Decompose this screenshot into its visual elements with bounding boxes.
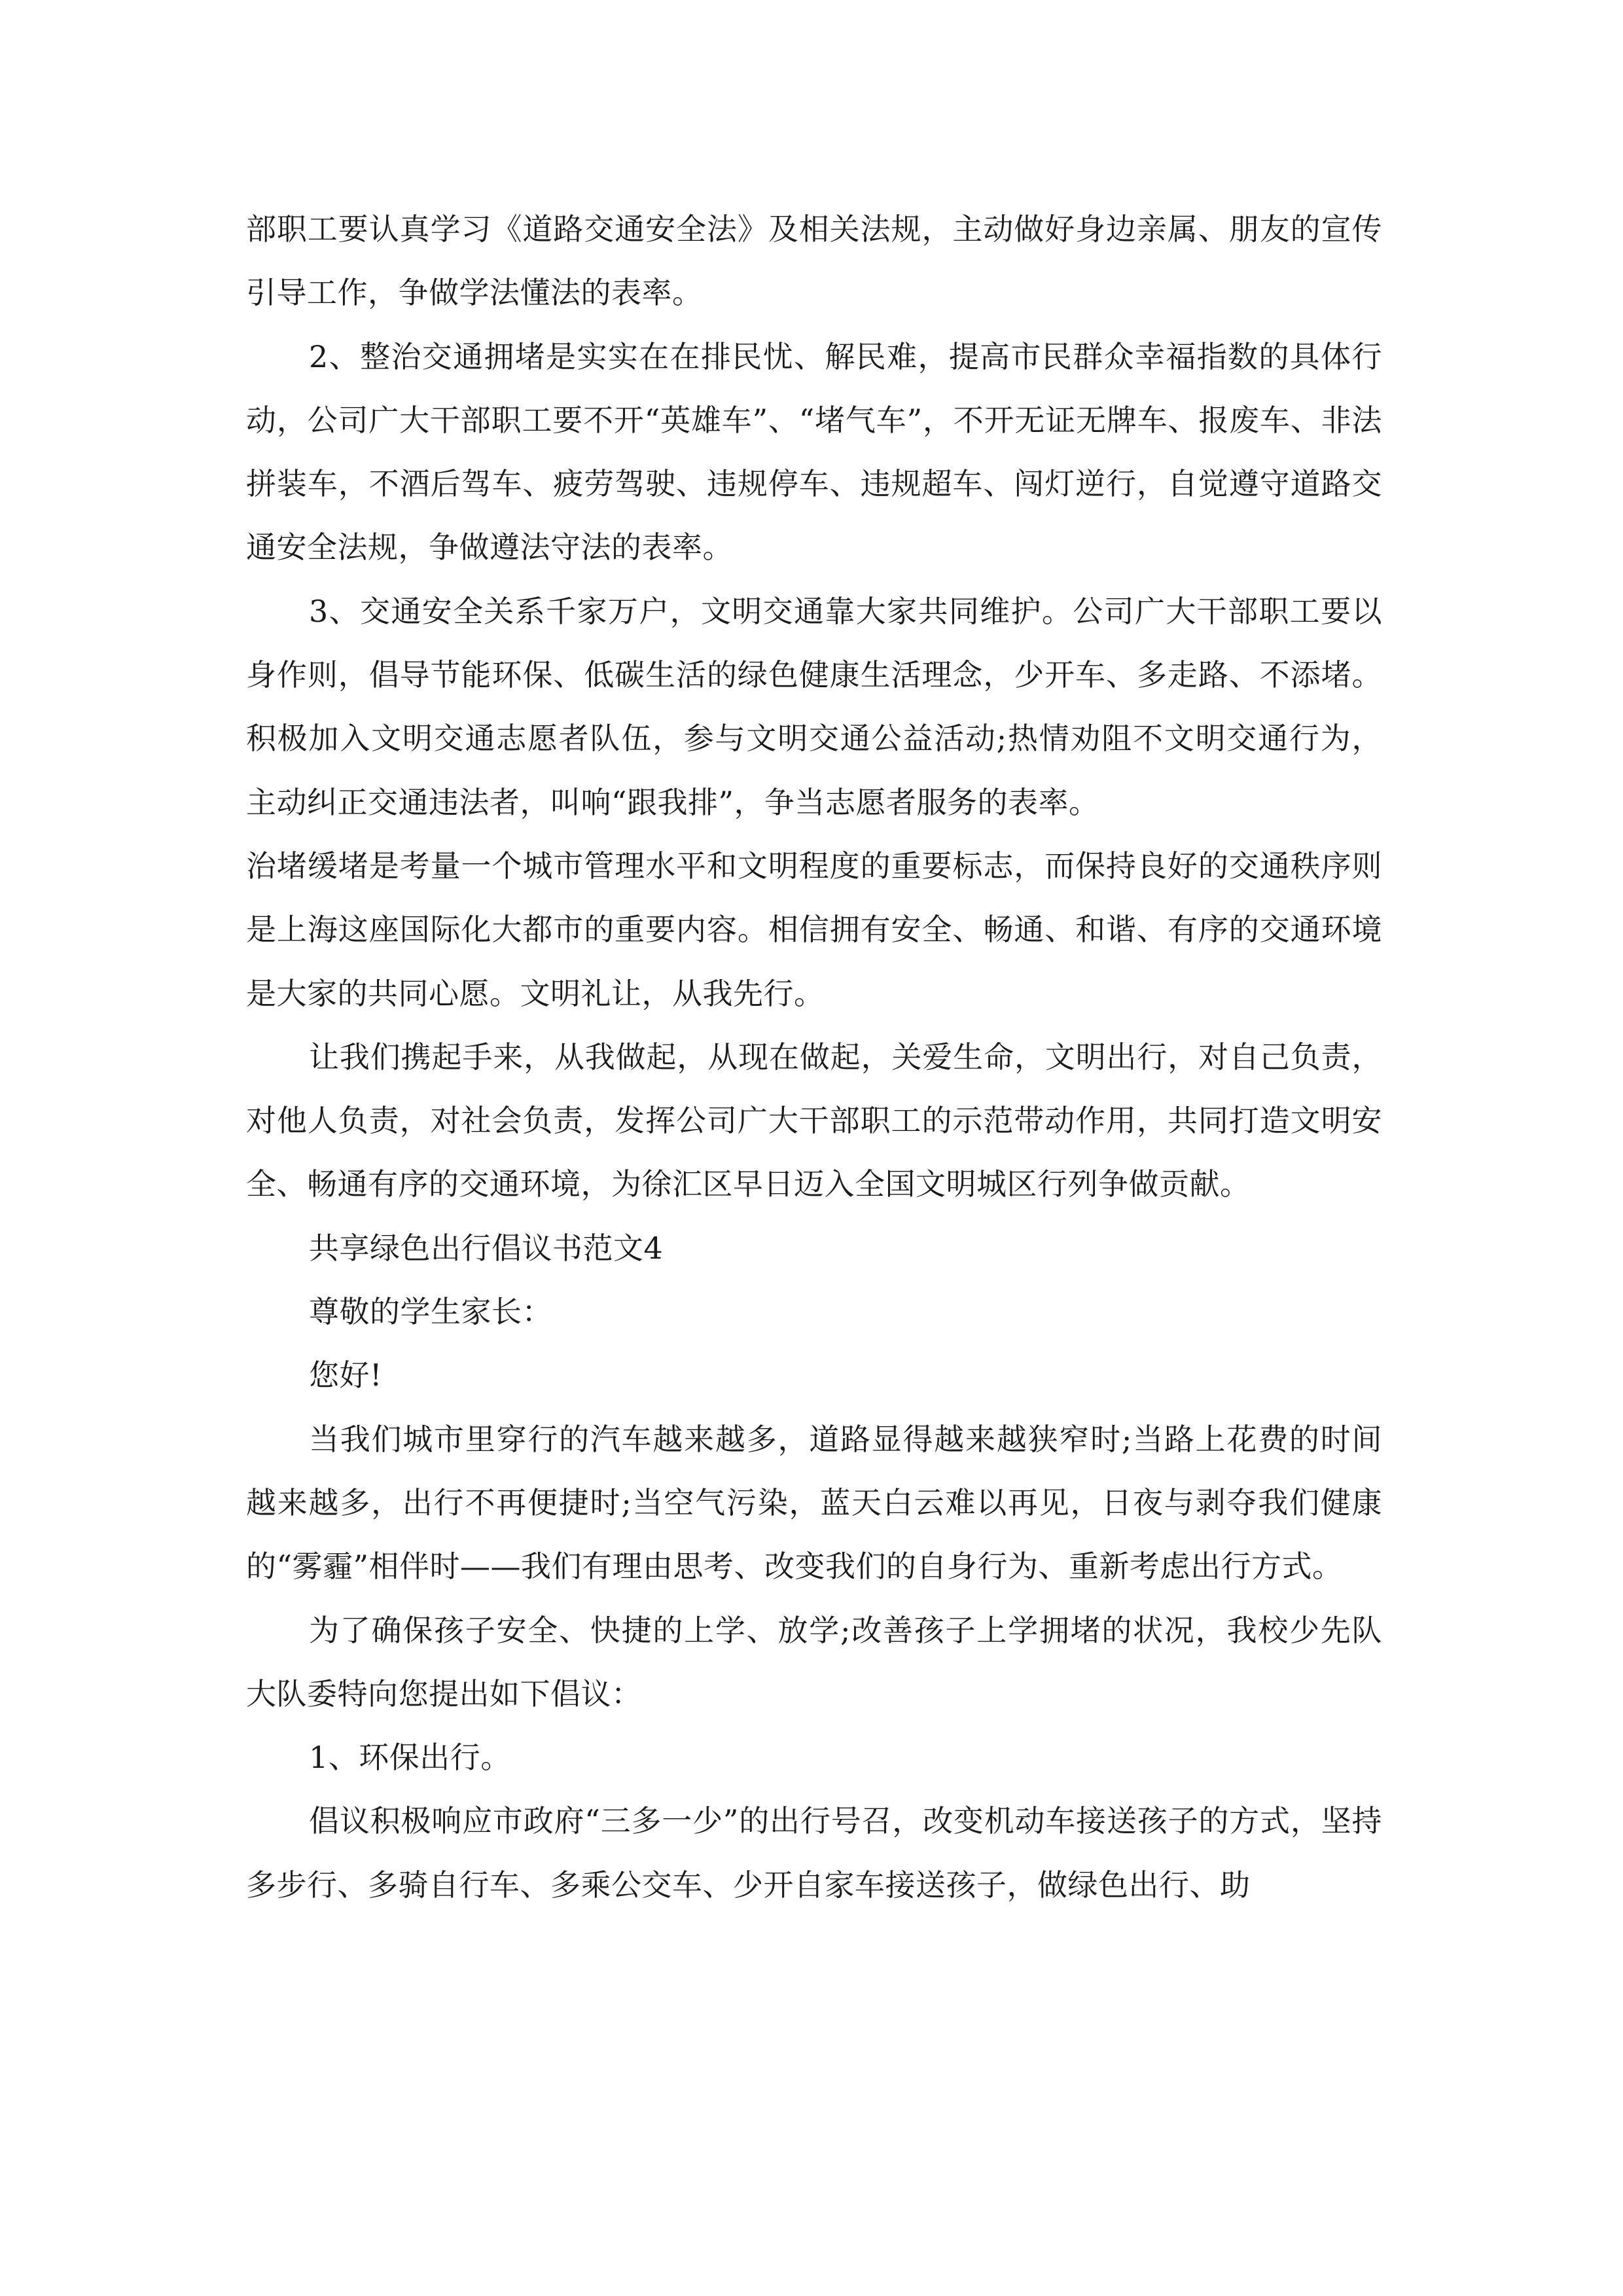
section-heading: 共享绿色出行倡议书范文4 xyxy=(309,1230,664,1266)
list-heading-1: 1、环保出行。 xyxy=(309,1740,511,1776)
paragraph-12: 倡议积极响应市政府“三多一少”的出行号召，改变机动车接送孩子的方式，坚持多步行、多骑自行车、多乘公交车、少开自家车接送孩子，做绿色出行、助 xyxy=(246,1803,1382,1903)
paragraph-2: 2、整治交通拥堵是实实在在排民忧、解民难，提高市民群众幸福指数的具体行动，公司广大干部职工要不开“英雄车”、“堵气车”，不开无证无牌车、报废车、非法拼装车，不酒后驾车、疲劳驾驶、违规停车、违规超车、闯灯逆行，自觉遵守道路交通安全法规，争做遵法守法的表率。 xyxy=(246,338,1382,565)
greeting: 您好! xyxy=(309,1357,382,1393)
paragraph-10: 为了确保孩子安全、快捷的上学、放学;改善孩子上学拥堵的状况，我校少先队大队委特向您提出如下倡议： xyxy=(246,1612,1382,1712)
paragraph-1: 部职工要认真学习《道路交通安全法》及相关法规，主动做好身边亲属、朋友的宣传引导工作，争做学法懂法的表率。 xyxy=(246,211,1382,311)
paragraph-3: 3、交通安全关系千家万户，文明交通靠大家共同维护。公司广大干部职工要以身作则，倡导节能环保、低碳生活的绿色健康生活理念，少开车、多走路、不添堵。积极加入文明交通志愿者队伍，参与文明交通公益活动;热情劝阻不文明交通行为，主动纠正交通违法者，叫响“跟我排”，争当志愿者服务的表率。 xyxy=(246,593,1382,820)
salutation: 尊敬的学生家长： xyxy=(309,1294,552,1330)
document-body xyxy=(246,198,1382,1917)
paragraph-5: 让我们携起手来，从我做起，从现在做起，关爱生命，文明出行，对自己负责，对他人负责，对社会负责，发挥公司广大干部职工的示范带动作用，共同打造文明安全、畅通有序的交通环境，为徐汇区早日迈入全国文明城区行列争做贡献。 xyxy=(246,1039,1382,1202)
paragraph-4: 治堵缓堵是考量一个城市管理水平和文明程度的重要标志，而保持良好的交通秩序则是上海这座国际化大都市的重要内容。相信拥有安全、畅通、和谐、有序的交通环境是大家的共同心愿。文明礼让，从我先行。 xyxy=(246,848,1382,1011)
paragraph-9: 当我们城市里穿行的汽车越来越多，道路显得越来越狭窄时;当路上花费的时间越来越多，出行不再便捷时;当空气污染，蓝天白云难以再见，日夜与剥夺我们健康的“雾霾”相伴时——我们有理由思考、改变我们的自身行为、重新考虑出行方式。 xyxy=(246,1421,1382,1585)
